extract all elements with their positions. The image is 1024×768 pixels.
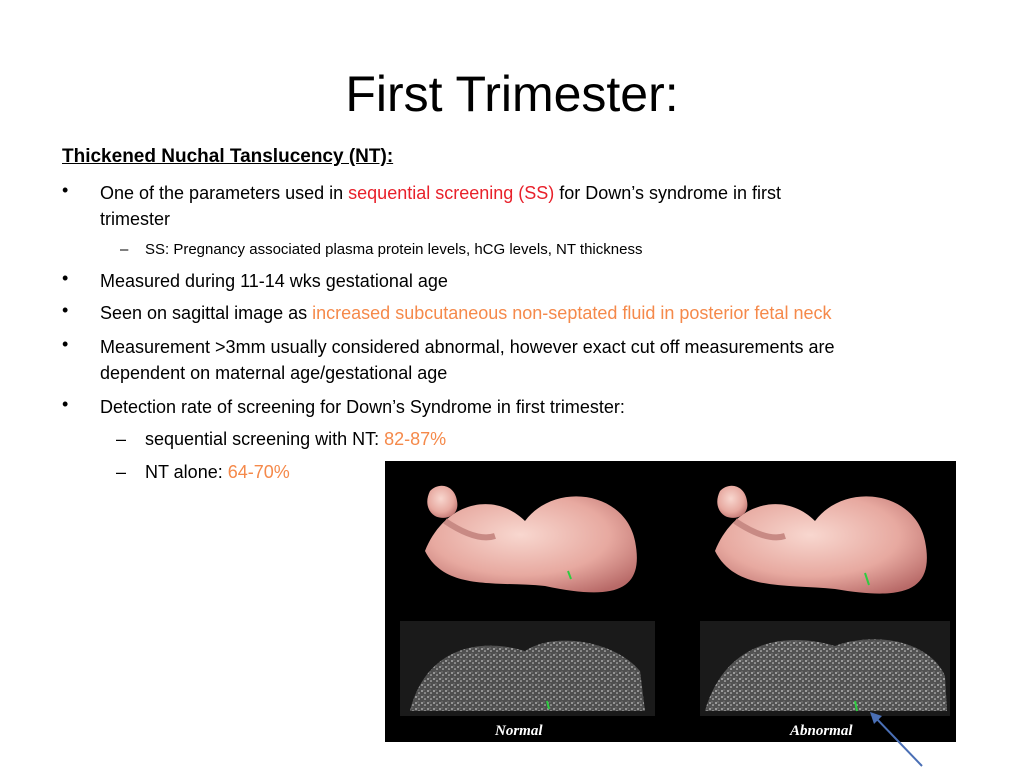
sub-bullet-sequential xyxy=(145,426,446,452)
bullet-1-highlight: sequential screening (SS) xyxy=(348,183,555,203)
bullet-5: Detection rate of screening for Down’s Syndrome in first trimester: xyxy=(100,397,625,417)
normal-ultrasound xyxy=(400,621,655,716)
sub-bullet-sequential-value: 82-87% xyxy=(384,429,447,449)
bullet-marker: • xyxy=(62,268,69,288)
dash-marker: – xyxy=(116,462,127,482)
normal-fetus-drawing xyxy=(425,486,637,593)
slide-title: First Trimester: xyxy=(345,66,679,122)
sub-bullet-nt-alone-value: 64-70% xyxy=(227,462,290,482)
bullet-3 xyxy=(100,300,831,326)
bullet-1-pre: One of the parameters used in xyxy=(100,183,349,203)
caption-normal: Normal xyxy=(495,723,543,739)
bullet-1 xyxy=(100,180,781,206)
bullet-4-continuation: dependent on maternal age/gestational age xyxy=(100,363,448,383)
section-heading: Thickened Nuchal Tanslucency (NT): xyxy=(62,146,394,167)
abnormal-fetus-drawing xyxy=(715,486,927,594)
bullet-3-pre: Seen on sagittal image as xyxy=(100,303,313,323)
bullet-marker: • xyxy=(62,334,69,354)
sub-bullet-ss: SS: Pregnancy associated plasma protein levels, hCG levels, NT thickness xyxy=(145,241,643,258)
sub-bullet-sequential-pre: sequential screening with NT: xyxy=(145,429,385,449)
sub-bullet-nt-alone-pre: NT alone: xyxy=(145,462,228,482)
bullet-4: Measurement >3mm usually considered abnormal, however exact cut off measurements are xyxy=(100,337,835,357)
dash-marker: – xyxy=(116,429,127,449)
bullet-marker: • xyxy=(62,180,69,200)
dash-marker: – xyxy=(120,241,129,258)
bullet-2: Measured during 11-14 wks gestational age xyxy=(100,271,448,291)
sub-bullet-nt-alone xyxy=(145,459,290,485)
bullet-1-post: for Down’s syndrome in first xyxy=(554,183,782,203)
caption-abnormal: Abnormal xyxy=(790,723,853,739)
bullet-marker: • xyxy=(62,394,69,414)
bullet-3-highlight: increased subcutaneous non-septated fluid in posterior fetal neck xyxy=(312,303,832,323)
bullet-1-continuation: trimester xyxy=(100,209,171,229)
bullet-marker: • xyxy=(62,300,69,320)
pointer-arrow-icon xyxy=(860,700,930,768)
